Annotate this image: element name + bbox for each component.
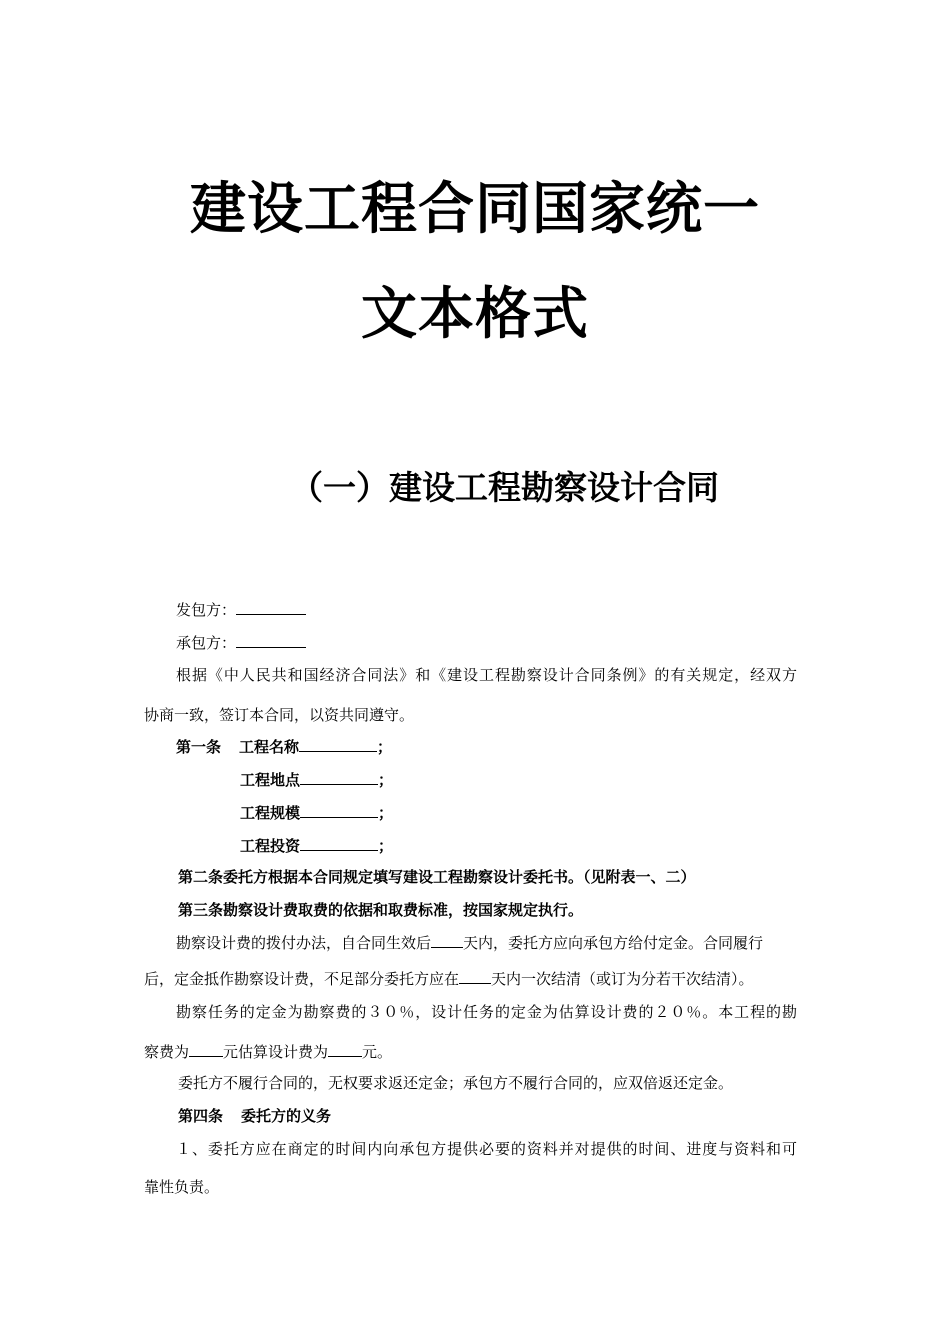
punct: ； [378, 804, 394, 822]
punct: ； [377, 738, 393, 756]
project-name-label: 工程名称 [239, 738, 300, 756]
payment-text: 元估算设计费为 [223, 1043, 329, 1061]
article4-label: 第四条 [178, 1107, 224, 1125]
intro-line-1: 根据《中人民共和国经济合同法》和《建设工程勘察设计合同条例》的有关规定，经双方 [176, 666, 797, 684]
article1-location-row [240, 769, 393, 790]
project-investment-label: 工程投资 [240, 837, 301, 855]
article4-heading [178, 1106, 331, 1126]
article4-item1-line1: １、委托方应在商定的时间内向承包方提供必要的资料并对提供的时间、进度与资料和可 [176, 1140, 797, 1158]
punct: ； [378, 771, 394, 789]
payment-text: 察费为 [144, 1043, 190, 1061]
contractor-label: 承包方： [176, 634, 237, 652]
article4-heading-text: 委托方的义务 [241, 1107, 332, 1125]
project-scale-blank [300, 802, 378, 818]
payment-text: 元。 [362, 1043, 393, 1061]
document-title-line1: 建设工程合同国家统一 [190, 177, 760, 242]
article4-item1-line2: 靠性负责。 [144, 1178, 220, 1196]
project-scale-label: 工程规模 [240, 804, 301, 822]
punct: ； [378, 837, 394, 855]
payment-line-1 [176, 932, 763, 953]
intro-line-2: 协商一致，签订本合同，以资共同遵守。 [144, 706, 415, 724]
payment-line-5: 委托方不履行合同的，无权要求返还定金；承包方不履行合同的，应双倍返还定金。 [178, 1074, 734, 1092]
payment-text: 勘察设计费的拨付办法，自合同生效后 [176, 934, 432, 952]
article1-label: 第一条 [176, 738, 222, 756]
payment-line-2 [144, 968, 754, 989]
document-title-line2: 文本格式 [361, 282, 589, 347]
payment-text: 天内，委托方应向承包方给付定金。合同履行 [463, 934, 764, 952]
project-location-label: 工程地点 [240, 771, 301, 789]
employer-label: 发包方： [176, 601, 237, 619]
payment-text: 后，定金抵作勘察设计费，不足部分委托方应在 [144, 970, 460, 988]
employer-field [176, 599, 306, 620]
survey-fee-blank [189, 1041, 223, 1057]
article2-text: 第二条委托方根据本合同规定填写建设工程勘察设计委托书。（见附表一、二） [178, 868, 696, 886]
contractor-blank [236, 632, 306, 648]
days-blank-1 [431, 932, 463, 948]
article1-name-row [176, 736, 392, 757]
payment-text: 天内一次结清（或订为分若干次结清）。 [491, 970, 754, 988]
article1-scale-row [240, 802, 393, 823]
contractor-field [176, 632, 306, 653]
payment-line-4 [144, 1041, 392, 1062]
project-investment-blank [300, 835, 378, 851]
employer-blank [236, 599, 306, 615]
payment-line-3: 勘察任务的定金为勘察费的３０％，设计任务的定金为估算设计费的２０％。本工程的勘 [176, 1003, 797, 1021]
project-location-blank [300, 769, 378, 785]
contract-subtitle: （一）建设工程勘察设计合同 [290, 468, 719, 507]
article1-investment-row [240, 835, 393, 856]
days-blank-2 [459, 968, 491, 984]
article3-text: 第三条勘察设计费取费的依据和取费标准，按国家规定执行。 [178, 901, 584, 919]
design-fee-blank [328, 1041, 362, 1057]
project-name-blank [299, 736, 377, 752]
